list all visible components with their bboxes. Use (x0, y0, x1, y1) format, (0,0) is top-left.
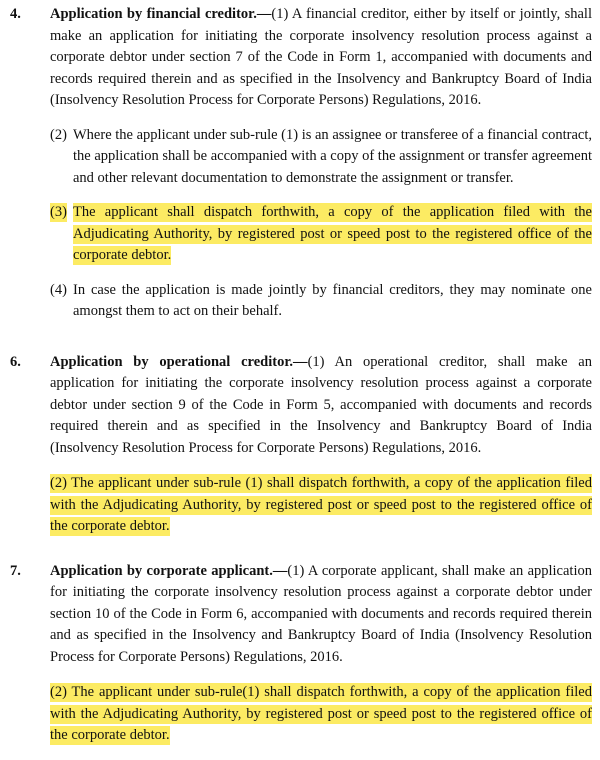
section-spacer (8, 552, 592, 561)
subparagraph-highlighted (50, 682, 592, 747)
clause-body (50, 352, 592, 538)
clause-heading: Application by corporate applicant.— (50, 562, 288, 579)
subparagraph-marker: (2) (50, 126, 67, 143)
subparagraph-marker: (4) (50, 281, 67, 298)
clause-number: 7. (10, 562, 21, 579)
subparagraph-text (73, 202, 592, 267)
subparagraph-body (73, 202, 592, 267)
clause-lead-text: (1) A financial creditor, either by itself or jointly, shall make an application for initiating the corporate insolvency resolution process against a corporate debtor under section 7 of the Code in Form 1, accompanied with documents and records required therein and as specified in the Insolvency and Bankruptcy Board of India (Insolvency Resolution Process for Corporate Persons) Regulations, 2016. (50, 6, 592, 108)
clause-4 (8, 4, 592, 323)
highlighted-text: The applicant shall dispatch forthwith, a copy of the application filed with the Adjudicating Authority, by registered post or speed post to the registered office of the corporate debtor. (73, 204, 592, 263)
subparagraph-body (73, 125, 592, 190)
subparagraph-text: Where the applicant under sub-rule (1) is an assignee or transferee of a financial contract, the application shall be accompanied with a copy of the assignment or transfer agreement and other relevant documentation to demonstrate the assignment or transfer. (73, 126, 592, 186)
clause-body (50, 561, 592, 747)
section-spacer (8, 337, 592, 352)
subparagraph-highlighted (50, 202, 592, 267)
clause-lead-paragraph (50, 352, 592, 460)
clause-number: 4. (10, 6, 21, 22)
clause-lead-paragraph (50, 561, 592, 669)
subparagraph-marker-text: (3) (50, 204, 67, 220)
clause-lead-paragraph (50, 4, 592, 112)
subparagraph-highlighted (50, 473, 592, 538)
subparagraph (50, 280, 592, 323)
subparagraph (50, 125, 592, 190)
clause-7 (8, 561, 592, 747)
clause-heading: Application by operational creditor.— (50, 353, 308, 370)
highlighted-text: (2) The applicant under sub-rule(1) shall dispatch forthwith, a copy of the application filed with the Adjudicating Authority, by registered post or speed post to the registered office of the corporate debtor. (50, 684, 592, 743)
clause-6 (8, 352, 592, 538)
clause-lead-text: (1) An operational creditor, shall make an application for initiating the corporate insolvency resolution process against a corporate debtor under section 9 of the Code in Form 5, accompanied with documents and records required therein and as specified in the Insolvency and Bankruptcy Board of India (Insolvency Resolution Process for Corporate Persons) Regulations, 2016. (50, 353, 592, 456)
clause-number: 6. (10, 353, 21, 370)
highlighted-text: (2) The applicant under sub-rule (1) shall dispatch forthwith, a copy of the application filed with the Adjudicating Authority, by registered post or speed post to the registered office of the corporate debtor. (50, 475, 592, 534)
clause-lead-text: (1) A corporate applicant, shall make an application for initiating the corporate insolvency resolution process against a corporate debtor under section 10 of the Code in Form 6, accompanied with documents and records required therein and as specified in the Insolvency and Bankruptcy Board of India (Insolvency Resolution Process for Corporate Persons) Regulations, 2016. (50, 562, 592, 665)
subparagraph-text: In case the application is made jointly by financial creditors, they may nominate one amongst them to act on their behalf. (73, 281, 592, 319)
subparagraph-body (73, 280, 592, 323)
clause-body (50, 4, 592, 323)
subparagraph-marker (50, 202, 73, 224)
clause-heading: Application by financial creditor.— (50, 6, 272, 22)
